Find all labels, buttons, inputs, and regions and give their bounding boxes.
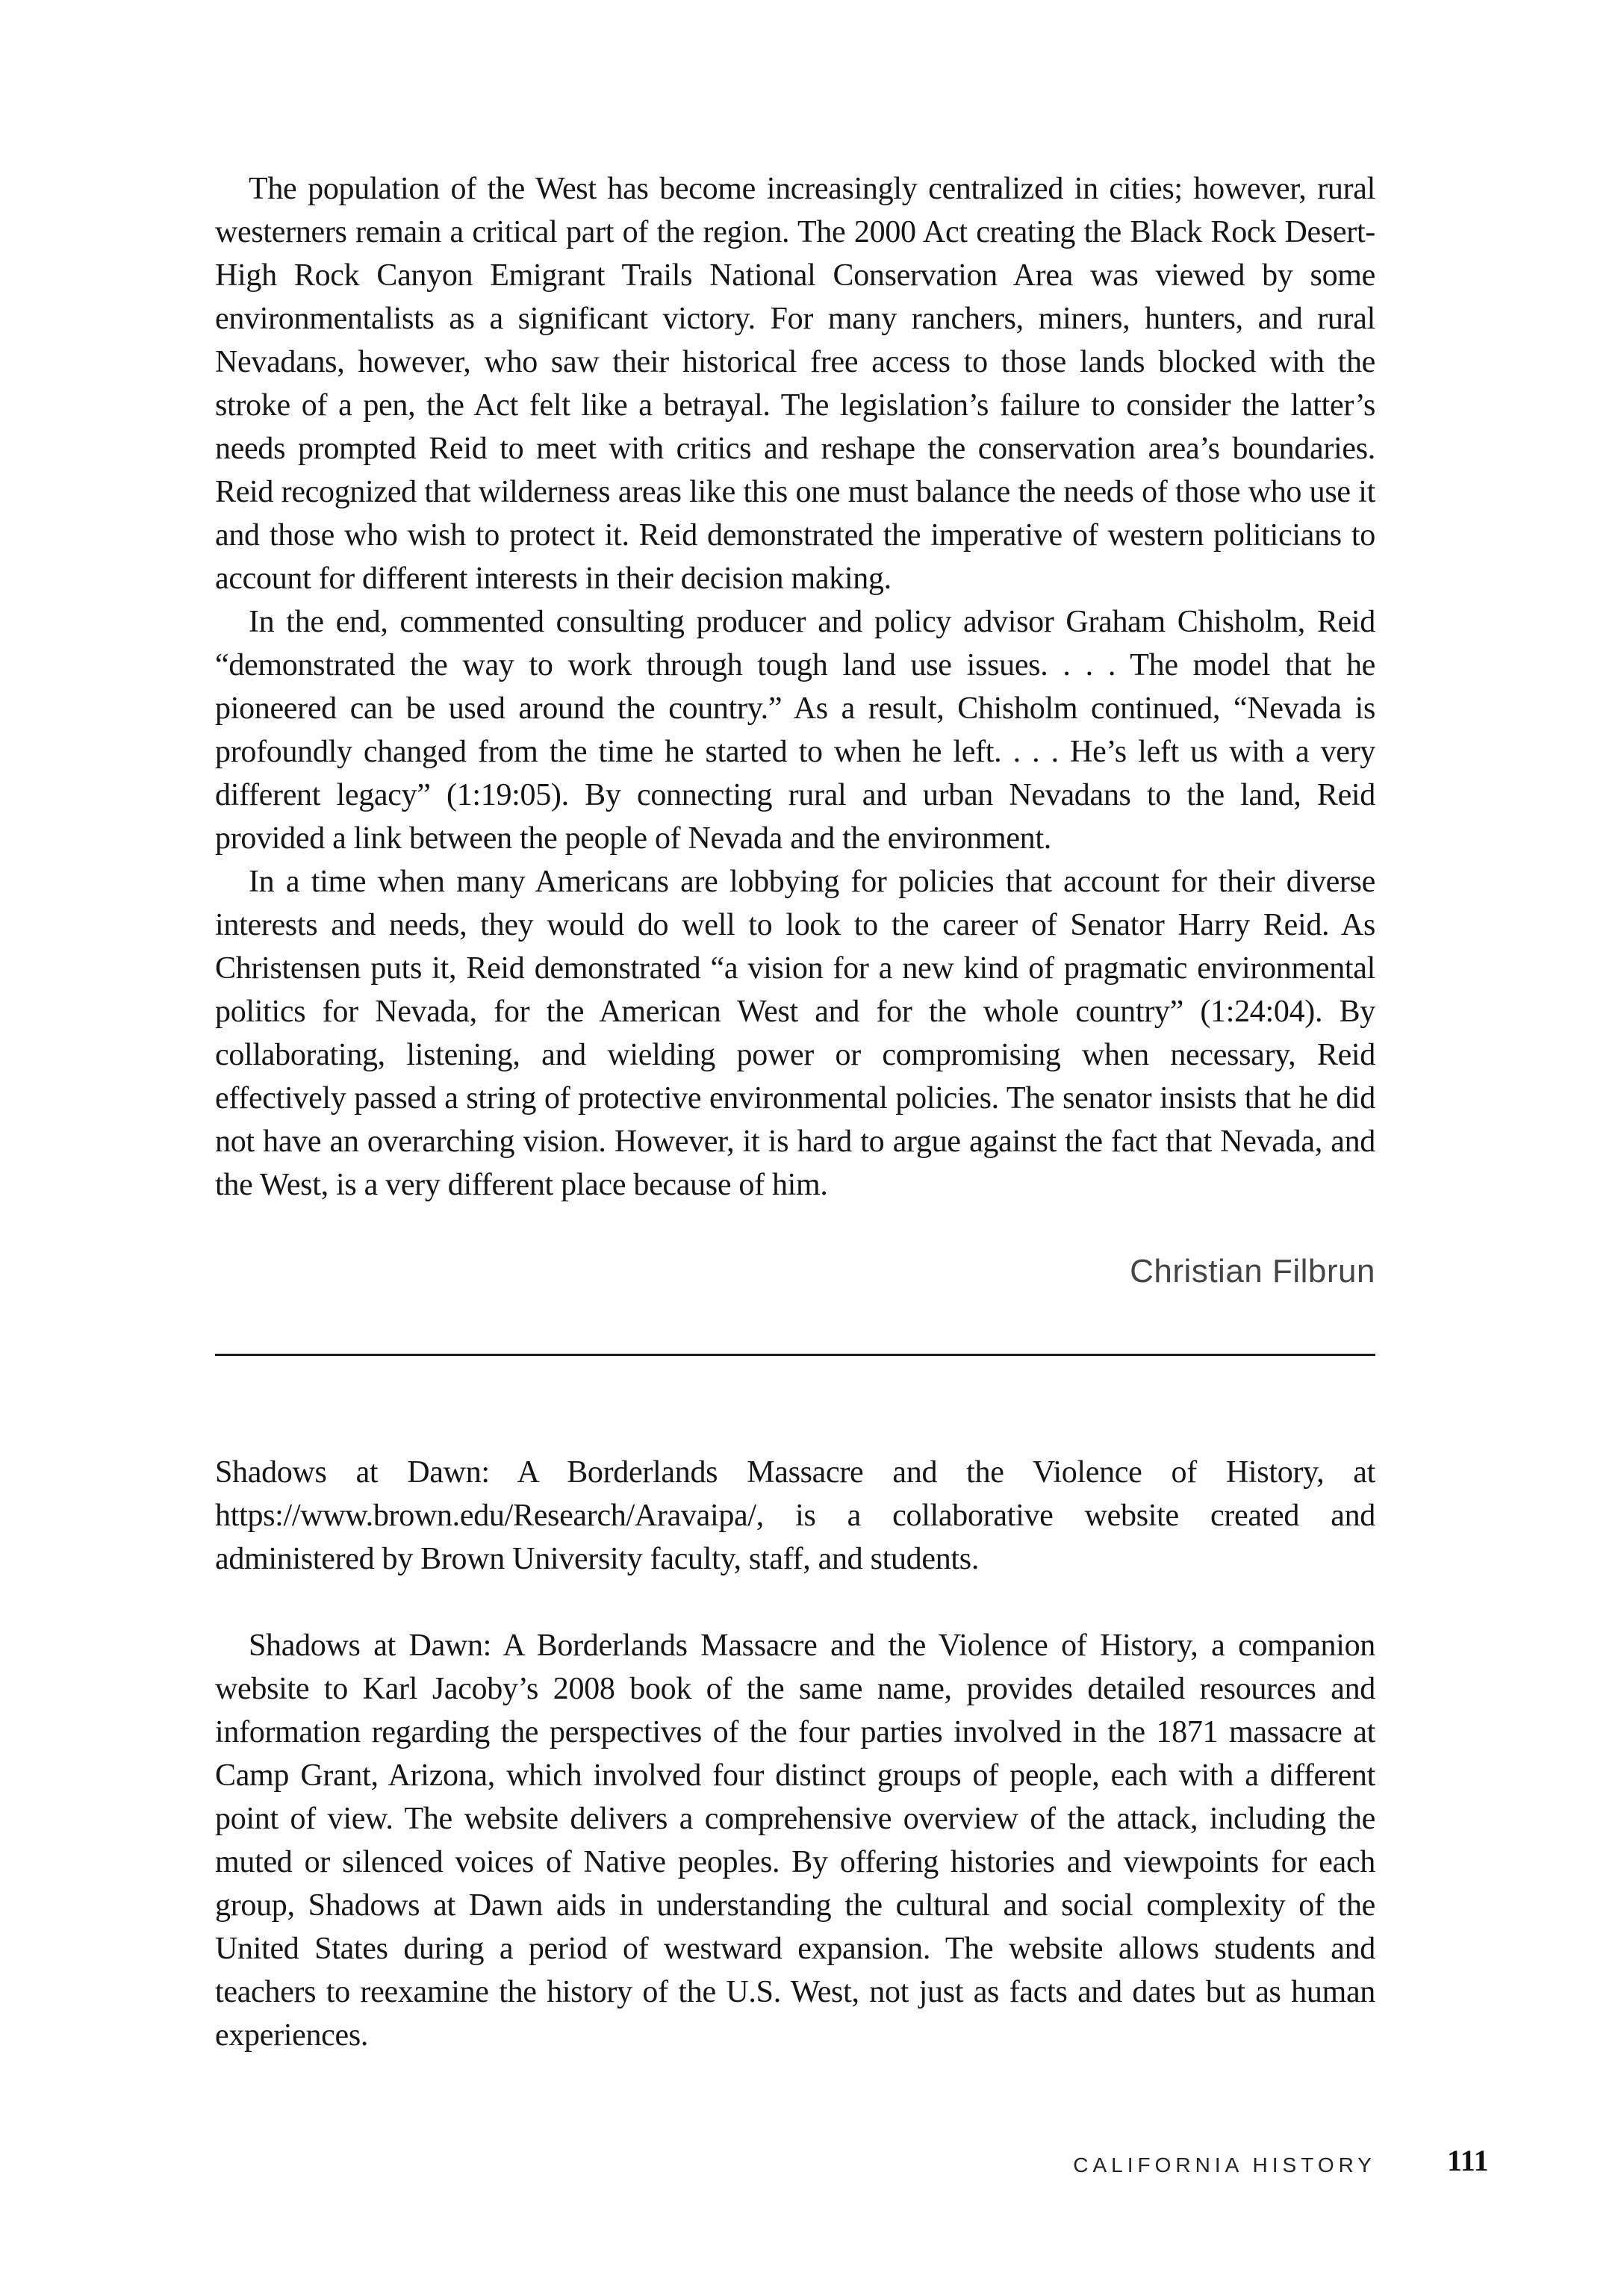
author-signature: Christian Filbrun <box>1130 1253 1375 1289</box>
essay-conclusion <box>215 167 1375 1207</box>
page-number: 111 <box>1447 2144 1489 2177</box>
section-divider <box>215 1354 1375 1356</box>
review-citation: Shadows at Dawn: A Borderlands Massacre and the Violence of History, at https://www.brown.edu/Research/Aravaipa/, is a collaborative website created and administered by Brown University faculty, staff, and students. <box>215 1455 1375 1576</box>
review-body-paragraph: Shadows at Dawn: A Borderlands Massacre and the Violence of History, a companion website to Karl Jacoby’s 2008 book of the same name, provides detailed resources and information regarding the perspectives of the four parties involved in the 1871 massacre at Camp Grant, Arizona, which involved four distinct groups of people, each with a different point of view. The website delivers a comprehensive overview of the attack, including the muted or silenced voices of Native peoples. By offering histories and viewpoints for each group, Shadows at Dawn aids in understanding the cultural and social complexity of the United States during a period of westward expansion. The website allows students and teachers to reexamine the history of the U.S. West, not just as facts and dates but as human experiences. <box>215 1628 1375 2053</box>
essay-paragraph-3: In a time when many Americans are lobbying for policies that account for their diverse interests and needs, they would do well to look to the career of Senator Harry Reid. As Christensen puts it, Reid demonstrated “a vision for a new kind of pragmatic environmental politics for Nevada, for the American West and for the whole country” (1:24:04). By collaborating, listening, and wielding power or compromising when necessary, Reid effectively passed a string of protective environmental policies. The senator insists that he did not have an overarching vision. However, it is hard to argue against the fact that Nevada, and the West, is a very different place because of him. <box>215 865 1375 1202</box>
website-review <box>215 1451 1375 2057</box>
journal-name: CALIFORNIA HISTORY <box>1073 2153 1376 2177</box>
essay-paragraph-1: The population of the West has become increasingly centralized in cities; however, rural westerners remain a critical part of the region. The 2000 Act creating the Black Rock Desert-High Rock Canyon Emigrant Trails National Conservation Area was viewed by some environmentalists as a significant victory. For many ranchers, miners, hunters, and rural Nevadans, however, who saw their historical free access to those lands blocked with the stroke of a pen, the Act felt like a betrayal. The legislation’s failure to consider the latter’s needs prompted Reid to meet with critics and reshape the conservation area’s boundaries. Reid recognized that wilderness areas like this one must balance the needs of those who use it and those who wish to protect it. Reid demonstrated the imperative of western politicians to account for different interests in their decision making. <box>215 172 1375 596</box>
essay-paragraph-2: In the end, commented consulting producer and policy advisor Graham Chisholm, Reid “demonstrated the way to work through tough land use issues. . . . The model that he pioneered can be used around the country.” As a result, Chisholm continued, “Nevada is profoundly changed from the time he started to when he left. . . . He’s left us with a very different legacy” (1:19:05). By connecting rural and urban Nevadans to the land, Reid provided a link between the people of Nevada and the environment. <box>215 605 1375 856</box>
